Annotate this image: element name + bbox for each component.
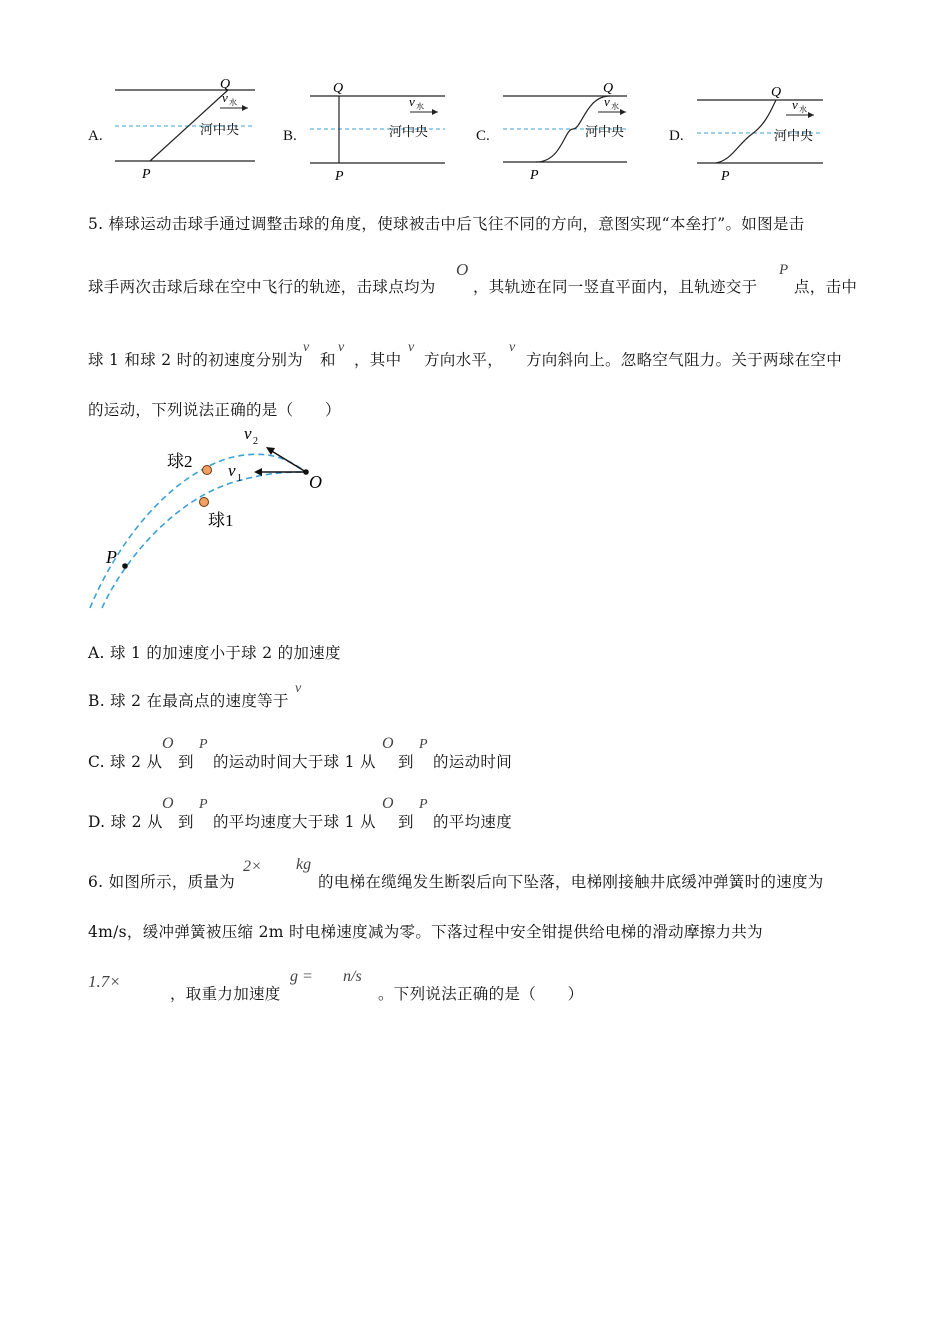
trajectory-ball2 [90,454,306,608]
label-v-sub: 水 [799,105,807,114]
label-v-sub: 水 [229,98,237,107]
option-d-letter: D. [669,128,684,144]
q5-figure [84,420,344,620]
q5-option-d-o: O [162,795,174,812]
option-d-diagram [694,72,844,182]
option-c-diagram [500,72,650,182]
q5-v1-var: v [303,340,310,355]
option-b-letter: B. [283,128,297,144]
label-center: 河中央 [389,124,429,139]
q5-o-var: O [456,260,469,279]
label-ball2: 球2 [167,452,193,471]
q5-option-d-c: 的平均速度大于球 1 从 [213,813,376,831]
option-b-diagram [305,72,455,182]
label-q: Q [220,77,231,92]
q5-option-c-d: 的运动时间 [433,753,513,771]
q6-line1-b: 的电梯在缆绳发生断裂后向下坠落，电梯刚接触井底缓冲弹簧时的速度为 [318,873,824,891]
label-center: 河中央 [585,124,625,139]
q5-line4: 的运动，下列说法正确的是（ ） [88,401,341,419]
trajectory-ball1 [102,472,306,608]
label-q: Q [333,81,344,96]
q5-option-c-a: C. 球 2 从 [88,753,163,771]
option-a-letter: A. [88,128,103,144]
q5-line3-c: ，其中 [354,351,402,369]
label-v1: v [228,461,236,480]
label-o: O [309,472,322,492]
q5-line2-a: 球手两次击球后球在空中飞行的轨迹，击球点均为 [88,278,436,296]
label-q: Q [603,81,614,96]
option-c-letter: C. [476,128,490,144]
q6-g: g = [290,968,313,985]
label-v2-sub: 2 [253,436,258,447]
q5-line3-e: 方向斜向上。忽略空气阻力。关于两球在空中 [526,351,843,369]
q5-line1: 5. 棒球运动击球手通过调整击球的角度，使球被击中后飞往不同的方向，意图实现“本垒打”。如图是击 [88,215,805,233]
q6-unit: n/s [343,968,362,985]
label-v: v [604,94,610,109]
label-p: P [721,169,730,182]
label-p: P [106,547,117,567]
q5-option-d-d: 的平均速度 [433,813,513,831]
q6-line1-a: 6. 如图所示，质量为 [88,873,236,891]
label-p: P [335,169,344,182]
q6-line3-a: ，取重力加速度 [170,985,281,1003]
q5-line3-b: 和 [320,351,336,369]
q5-option-d-o2: O [382,795,394,812]
label-v2: v [244,424,252,443]
label-v1-sub: 1 [237,473,242,484]
q5-option-c-b2: 到 [398,753,414,771]
q6-line3-b: 。下列说法正确的是（ ） [378,985,584,1003]
q6-line2: 4m/s，缓冲弹簧被压缩 2m 时电梯速度减为零。下落过程中安全钳提供给电梯的滑动摩擦力共为 [88,923,763,941]
q5-option-c-p: P [199,737,208,752]
ball-1 [200,498,209,507]
q5-v1b-var: v [408,340,415,355]
q5-option-d-p2: P [419,797,428,812]
q6-kg: kg [296,856,312,873]
label-ball1: 球1 [208,511,234,530]
q5-option-c-b: 到 [178,753,194,771]
q6-mass: 2× [243,858,262,875]
path-curve [716,100,776,163]
q5-option-d-a: D. 球 2 从 [88,813,163,831]
label-v-sub: 水 [611,102,619,111]
q5-line3-d: 方向水平， [424,351,504,369]
label-center: 河中央 [774,128,814,143]
q5-option-c-p2: P [419,737,428,752]
ball-2 [203,466,212,475]
q5-option-a: A. 球 1 的加速度小于球 2 的加速度 [88,644,341,662]
q5-line2-c: 点，击中 [794,278,858,296]
point-p [122,563,128,569]
label-v: v [792,97,798,112]
label-p: P [142,167,151,182]
label-center: 河中央 [200,122,240,137]
option-a-diagram [110,72,260,182]
label-v: v [409,94,415,109]
q5-option-b-v: v [295,681,302,696]
q5-option-c-o2: O [382,735,394,752]
q5-v2-var: v [338,340,345,355]
q5-option-d-p: P [199,797,208,812]
label-p: P [530,168,539,182]
label-v-sub: 水 [416,102,424,111]
label-q: Q [771,85,782,100]
q5-option-d-b2: 到 [398,813,414,831]
point-o [303,469,309,475]
q5-option-d-b: 到 [178,813,194,831]
v2-arrow [270,450,306,472]
q5-line3-a: 球 1 和球 2 时的初速度分别为 [88,351,304,369]
label-v: v [222,90,228,105]
q5-option-c-c: 的运动时间大于球 1 从 [213,753,376,771]
q5-p-var: P [779,262,789,278]
q5-v2b-var: v [509,340,516,355]
q6-force: 1.7× [88,972,121,991]
q5-option-c-o: O [162,735,174,752]
q5-option-b: B. 球 2 在最高点的速度等于 [88,692,289,710]
q5-line2-b: ，其轨迹在同一竖直平面内，且轨迹交于 [473,278,758,296]
